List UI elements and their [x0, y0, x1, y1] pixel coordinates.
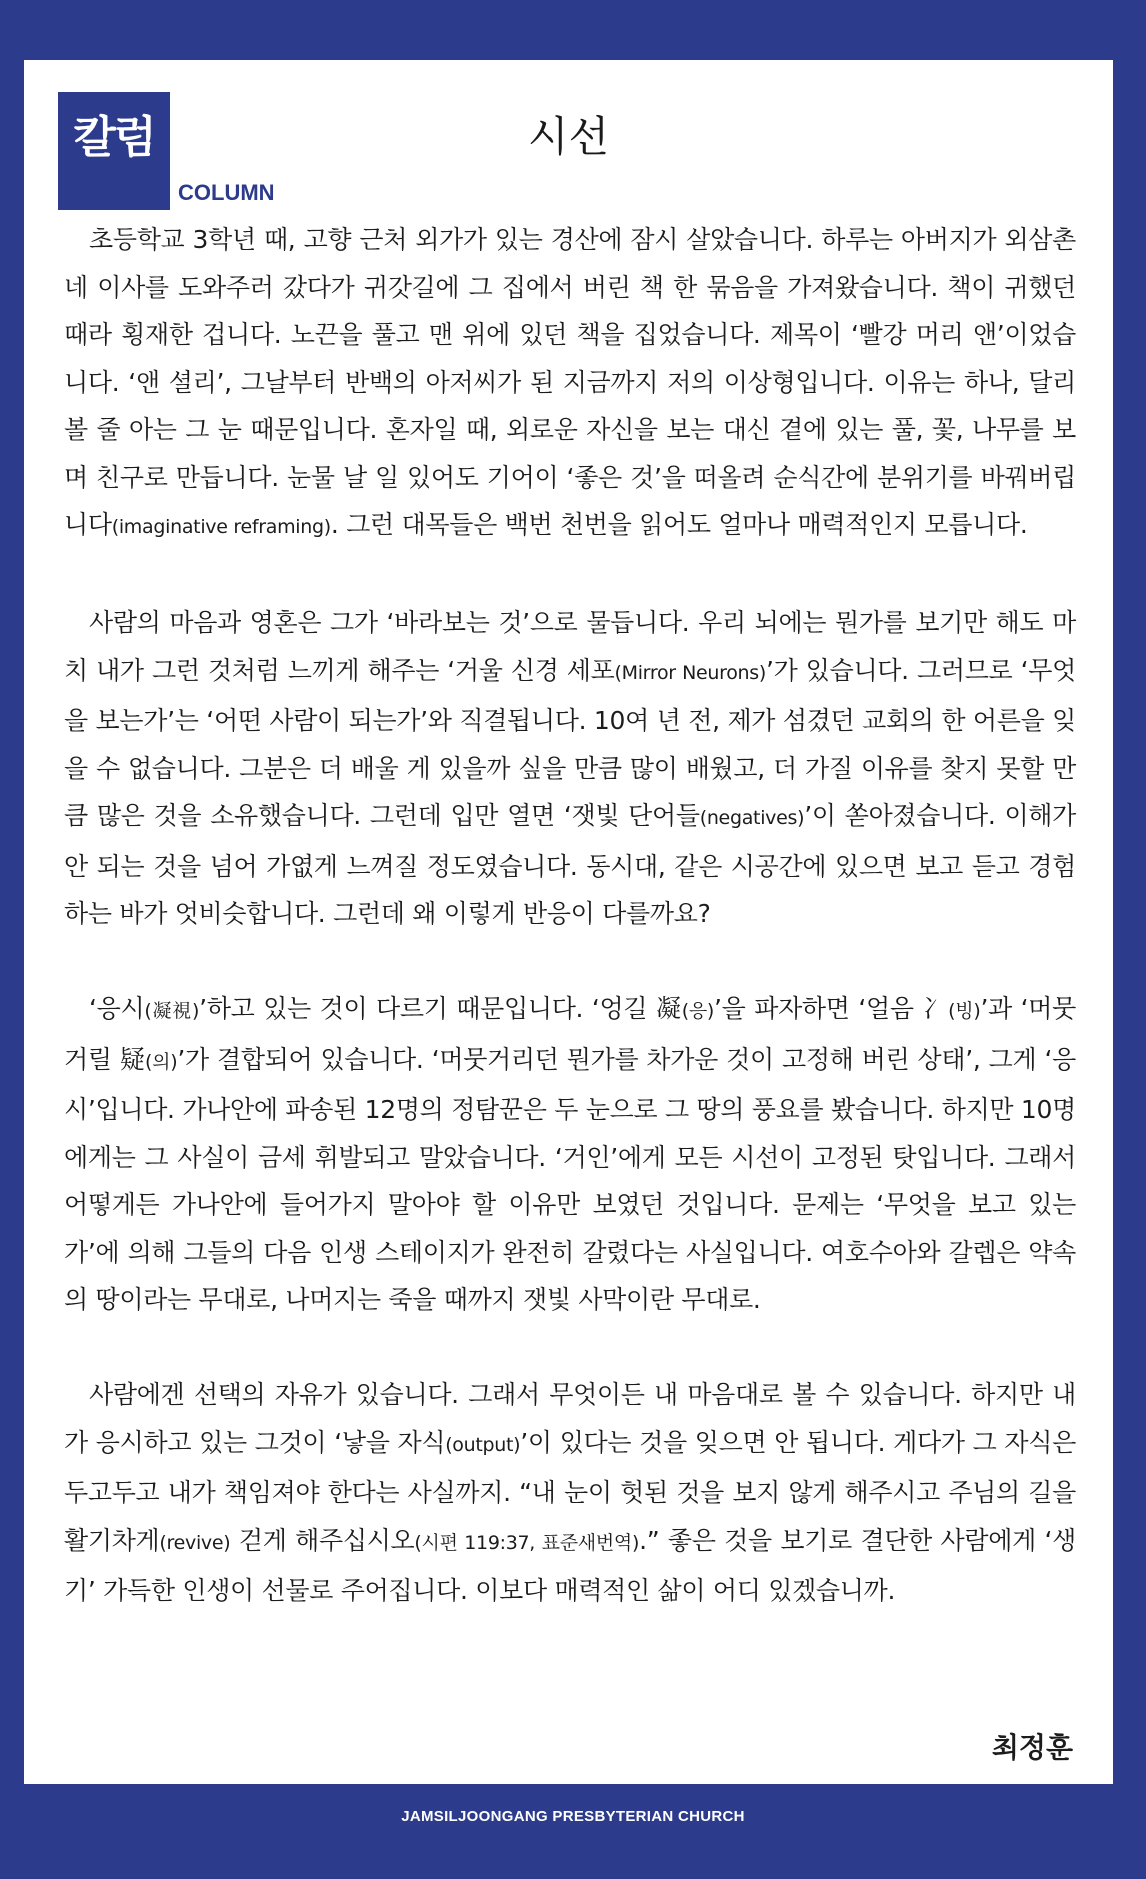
article-body	[64, 216, 1076, 1615]
column-page	[24, 60, 1113, 1784]
paragraph-1: 초등학교 3학년 때, 고향 근처 외가가 있는 경산에 잠시 살았습니다. 하루는 아버지가 외삼촌네 이사를 도와주러 갔다가 귀갓길에 그 집에서 버린 책 한 묶음을 가져왔습니다. 책이 귀했던 때라 횡재한 겁니다. 노끈을 풀고 맨 위에 있던 책을 집었습니다. 제목이 ‘빨강 머리 앤’이었습니다. ‘앤 셜리’, 그날부터 반백의 아저씨가 된 지금까지 저의 이상형입니다. 이유는 하나, 달리 볼 줄 아는 그 눈 때문입니다. 혼자일 때, 외로운 자신을 보는 대신 곁에 있는 풀, 꽃, 나무를 보며 친구로 만듭니다. 눈물 날 일 있어도 기어이 ‘좋은 것’을 떠올려 순식간에 분위기를 바꿔버립니다(imaginative reframing). 그런 대목들은 백번 천번을 읽어도 얼마나 매력적인지 모릅니다.	[64, 225, 1076, 539]
paragraph-2: 사람의 마음과 영혼은 그가 ‘바라보는 것’으로 물듭니다. 우리 뇌에는 뭔가를 보기만 해도 마치 내가 그런 것처럼 느끼게 해주는 ‘거울 신경 세포(Mirror Neurons)’가 있습니다. 그러므로 ‘무엇을 보는가’는 ‘어떤 사람이 되는가’와 직결됩니다. 10여 년 전, 제가 섬겼던 교회의 한 어른을 잊을 수 없습니다. 그분은 더 배울 게 있을까 싶을 만큼 많이 배웠고, 더 가질 이유를 찾지 못할 만큼 많은 것을 소유했습니다. 그런데 입만 열면 ‘잿빛 단어들(negatives)’이 쏟아졌습니다. 이해가 안 되는 것을 넘어 가엾게 느껴질 정도였습니다. 동시대, 같은 시공간에 있으면 보고 듣고 경험하는 바가 엇비슷합니다. 그런데 왜 이렇게 반응이 다를까요?	[64, 608, 1076, 928]
paragraph-3: ‘응시(凝視)’하고 있는 것이 다르기 때문입니다. ‘엉길 凝(응)’을 파자하면 ‘얼음 冫(빙)’과 ‘머뭇거릴 疑(의)’가 결합되어 있습니다. ‘머뭇거리던 뭔가를 차가운 것이 고정해 버린 상태’, 그게 ‘응시’입니다. 가나안에 파송된 12명의 정탐꾼은 두 눈으로 그 땅의 풍요를 봤습니다. 하지만 10명에게는 그 사실이 금세 휘발되고 말았습니다. ‘거인’에게 모든 시선이 고정된 탓입니다. 그래서 어떻게든 가나안에 들어가지 말아야 할 이유만 보였던 것입니다. 문제는 ‘무엇을 보고 있는가’에 의해 그들의 다음 인생 스테이지가 완전히 갈렸다는 사실입니다. 여호수아와 갈렙은 약속의 땅이라는 무대로, 나머지는 죽을 때까지 잿빛 사막이란 무대로.	[64, 994, 1076, 1314]
article-title: 시선	[527, 112, 610, 161]
footer-church-name: JAMSILJOONGANG PRESBYTERIAN CHURCH	[401, 1808, 745, 1825]
paragraph-4: 사람에겐 선택의 자유가 있습니다. 그래서 무엇이든 내 마음대로 볼 수 있습니다. 하지만 내가 응시하고 있는 그것이 ‘낳을 자식(output)’이 있다는 것을 잊으면 안 됩니다. 게다가 그 자식은 두고두고 내가 책임져야 한다는 사실까지. “내 눈이 헛된 것을 보지 않게 해주시고 주님의 길을 활기차게(revive) 걷게 해주십시오(시편 119:37, 표준새번역).” 좋은 것을 보기로 결단한 사람에게 ‘생기’ 가득한 인생이 선물로 주어집니다. 이보다 매력적인 삶이 어디 있겠습니까.	[64, 1380, 1076, 1605]
badge-sublabel: COLUMN	[178, 180, 275, 205]
badge-label: 칼럼	[73, 112, 155, 163]
author-name: 최정훈	[991, 1731, 1073, 1764]
